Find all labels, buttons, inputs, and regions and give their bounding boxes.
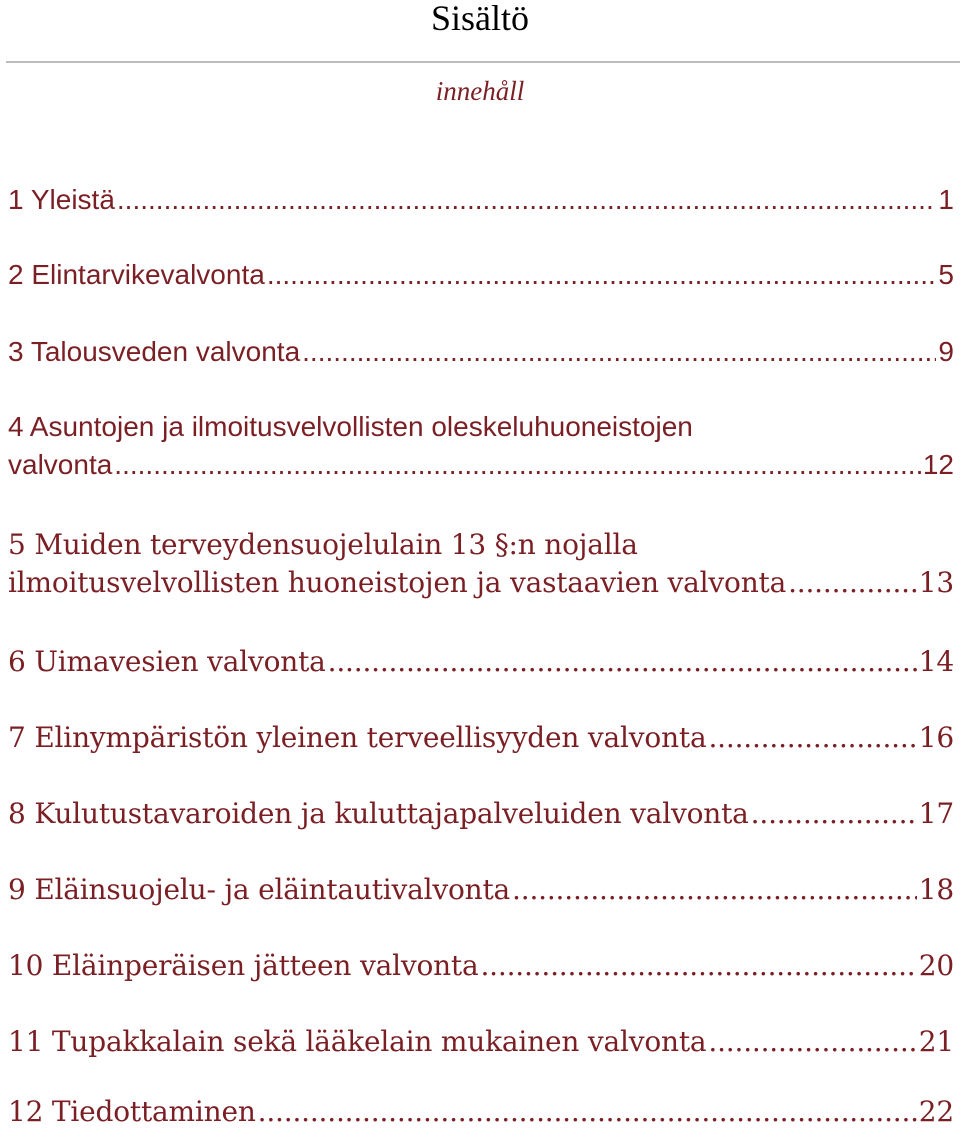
toc-entry-title: 7 Elinympäristön yleinen terveellisyyden valvonta [8, 721, 707, 754]
dot-leader [117, 181, 937, 219]
toc-entry-page: 22 [918, 1095, 954, 1128]
toc-entry-title: 8 Kulutustavaroiden ja kuluttajapalveluiden valvonta [8, 797, 749, 830]
dot-leader [512, 871, 917, 909]
toc-entry-title: 1 Yleistä [8, 184, 115, 215]
toc-entry-title-continued: valvonta [8, 449, 113, 480]
dot-leader [708, 1023, 916, 1061]
page-subtitle: innehåll [435, 76, 525, 106]
toc-entry-page: 16 [918, 721, 954, 754]
toc-entry-4[interactable] [8, 408, 954, 484]
toc-entry-page: 14 [918, 645, 954, 678]
toc-entry-title: 9 Eläinsuojelu- ja eläintautivalvonta [8, 873, 511, 906]
toc-entry-3[interactable] [8, 333, 954, 371]
toc-entry-title: 12 Tiedottaminen [8, 1095, 256, 1128]
toc-entry-page: 21 [918, 1025, 954, 1058]
toc-entry-title: 4 Asuntojen ja ilmoitusvelvollisten oleskeluhuoneistojen [8, 411, 693, 442]
toc-entry-page: 1 [938, 184, 954, 215]
dot-leader [751, 795, 917, 833]
dot-leader [708, 719, 916, 757]
title-divider [6, 61, 960, 63]
toc-entry-5[interactable] [8, 526, 954, 602]
toc-entry-page: 12 [922, 449, 954, 480]
toc-entry-page: 18 [918, 873, 954, 906]
toc-entry-12[interactable] [8, 1093, 954, 1131]
toc-entry-10[interactable] [8, 947, 954, 985]
toc-entry-title-continued: ilmoitusvelvollisten huoneistojen ja vastaavien valvonta [8, 566, 787, 599]
dot-leader [258, 1093, 917, 1131]
dot-leader [267, 256, 937, 294]
toc-entry-page: 13 [918, 566, 954, 599]
dot-leader [302, 333, 936, 371]
toc-entry-title: 3 Talousveden valvonta [8, 336, 301, 367]
dot-leader [328, 643, 917, 681]
toc-entry-title: 5 Muiden terveydensuojelulain 13 §:n nojalla [8, 528, 638, 561]
dot-leader [788, 564, 917, 602]
dot-leader [114, 446, 921, 484]
page-title: Sisältö [430, 0, 529, 38]
toc-entry-8[interactable] [8, 795, 954, 833]
toc-entry-title: 2 Elintarvikevalvonta [8, 259, 265, 290]
toc-entry-page: 17 [918, 797, 954, 830]
toc-entry-page: 20 [918, 949, 954, 982]
toc-entry-title: 10 Eläinperäisen jätteen valvonta [8, 949, 479, 982]
toc-entry-page: 5 [938, 259, 954, 290]
toc-entry-6[interactable] [8, 643, 954, 681]
toc-entry-title: 11 Tupakkalain sekä lääkelain mukainen valvonta [8, 1025, 707, 1058]
toc-entry-title: 6 Uimavesien valvonta [8, 645, 326, 678]
toc-entry-1[interactable] [8, 181, 954, 219]
toc-entry-2[interactable] [8, 256, 954, 294]
toc-entry-11[interactable] [8, 1023, 954, 1061]
dot-leader [480, 947, 916, 985]
toc-entry-7[interactable] [8, 719, 954, 757]
toc-entry-9[interactable] [8, 871, 954, 909]
toc-entry-page: 9 [938, 336, 954, 367]
